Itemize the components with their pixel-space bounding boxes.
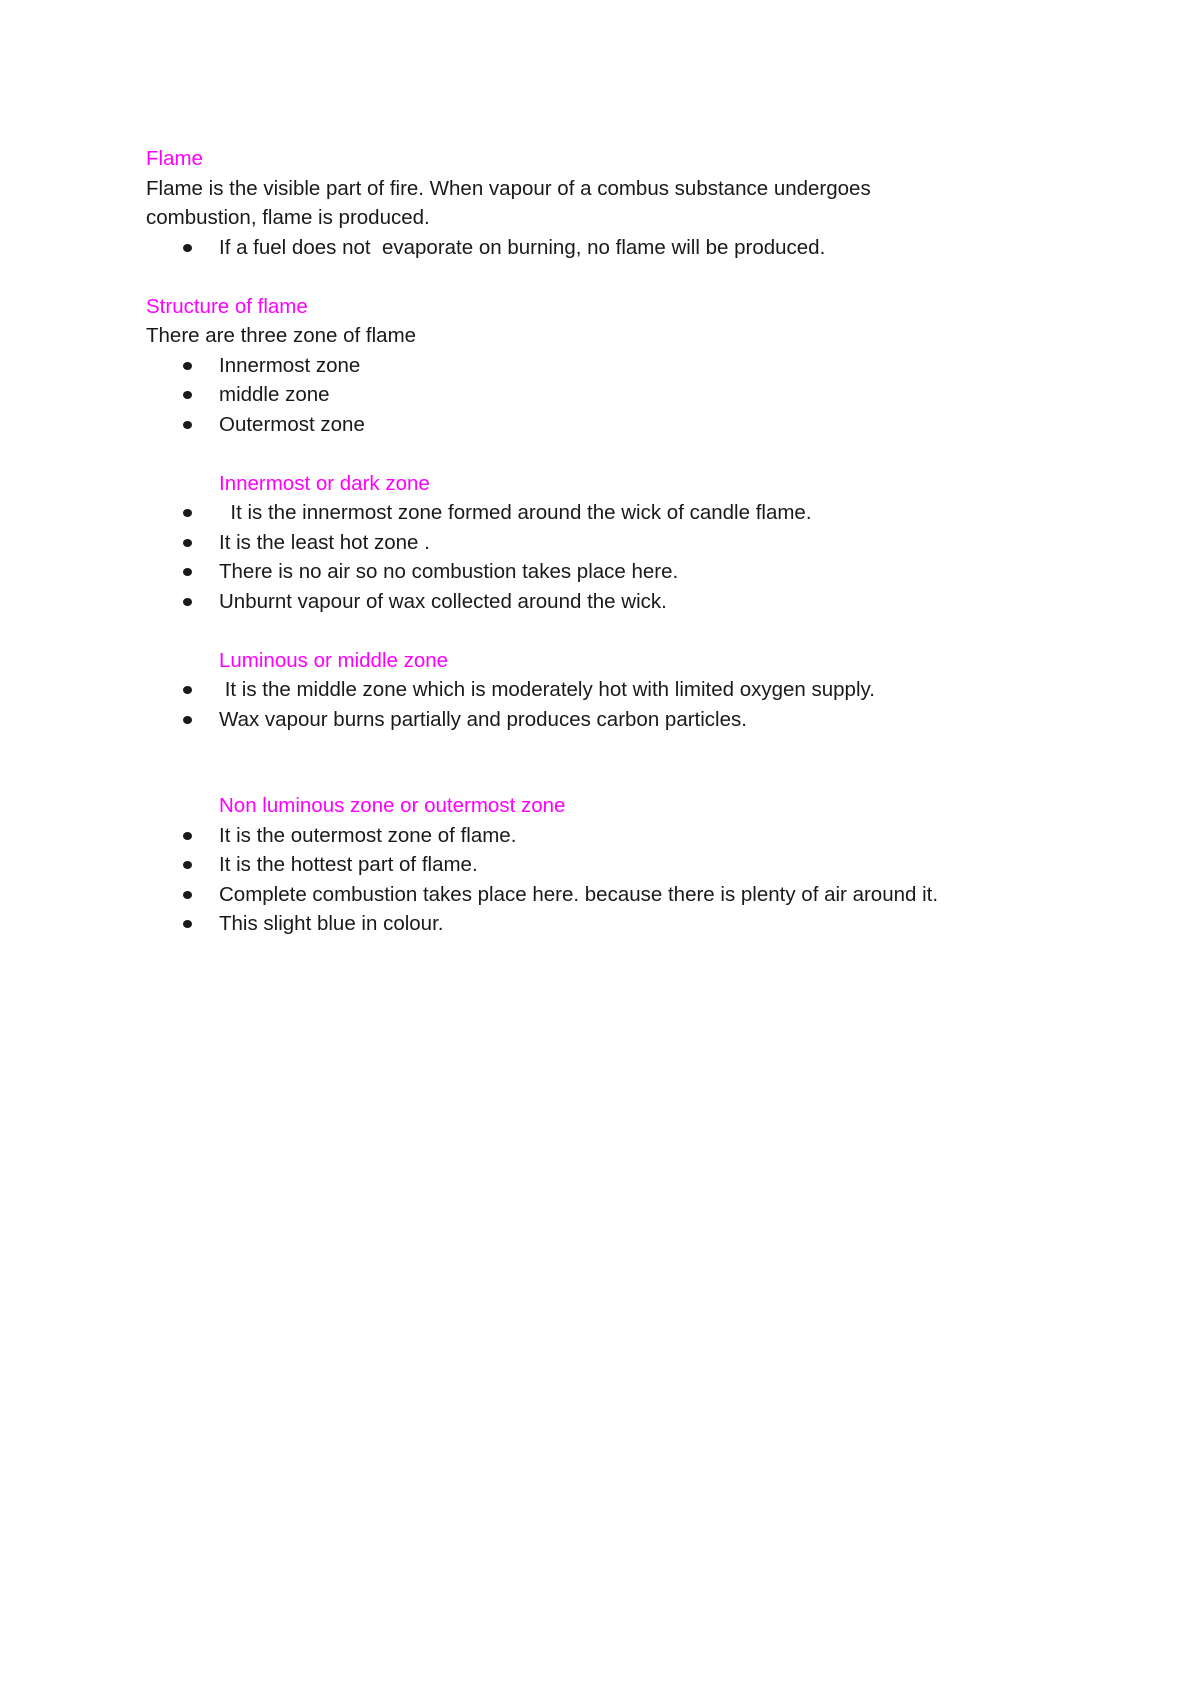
- flame-definition-line-1: Flame is the visible part of fire. When vapour of a combus substance undergoes: [146, 176, 871, 200]
- list-item: [146, 821, 1046, 851]
- bullet-dot-icon: [183, 362, 192, 370]
- spacer: [146, 262, 1046, 292]
- bullet-dot-icon: [183, 421, 192, 429]
- list-item-text: Unburnt vapour of wax collected around the wick.: [219, 589, 667, 613]
- bullet-dot-icon: [183, 716, 192, 724]
- list-item: [146, 587, 1046, 617]
- list-item: [146, 675, 1046, 705]
- list-item-text: It is the hottest part of flame.: [219, 853, 478, 876]
- bullet-dot-icon: [183, 598, 192, 606]
- list-item: [146, 850, 1046, 880]
- list-item-text: If a fuel does not evaporate on burning, no flame will be produced.: [219, 235, 826, 259]
- structure-intro: There are three zone of flame: [146, 324, 417, 347]
- list-item: [146, 528, 1046, 558]
- heading-structure-of-flame: Structure of flame: [146, 294, 308, 318]
- spacer: [146, 734, 1046, 791]
- bullet-dot-icon: [183, 891, 192, 899]
- bullet-dot-icon: [183, 244, 192, 252]
- list-item: [146, 380, 1046, 410]
- spacer: [146, 439, 1046, 469]
- list-item: [146, 410, 1046, 440]
- list-item-text: This slight blue in colour.: [219, 912, 444, 935]
- list-item: [146, 909, 1046, 939]
- flame-definition-line-2: combustion, flame is produced.: [146, 206, 430, 229]
- bullet-dot-icon: [183, 509, 192, 517]
- non-luminous-bullet-list: [146, 821, 1046, 939]
- document-body: [146, 144, 1046, 939]
- bullet-dot-icon: [183, 568, 192, 576]
- list-item: [146, 880, 1046, 910]
- bullet-dot-icon: [183, 686, 192, 694]
- list-item: [146, 233, 1046, 263]
- structure-bullet-list: [146, 351, 1046, 440]
- flame-bullet-list: [146, 233, 1046, 263]
- list-item: [146, 705, 1046, 735]
- heading-non-luminous-zone: Non luminous zone or outermost zone: [219, 794, 566, 817]
- list-item-text: Wax vapour burns partially and produces carbon particles.: [219, 707, 747, 731]
- list-item-text: middle zone: [219, 383, 330, 406]
- list-item-text: It is the middle zone which is moderately hot with limited oxygen supply.: [219, 678, 875, 701]
- list-item: [146, 351, 1046, 381]
- luminous-bullet-list: [146, 675, 1046, 734]
- list-item: [146, 498, 1046, 528]
- list-item-text: Complete combustion takes place here. because there is plenty of air around it.: [219, 882, 939, 906]
- spacer: [146, 616, 1046, 646]
- list-item-text: It is the outermost zone of flame.: [219, 823, 517, 847]
- bullet-dot-icon: [183, 832, 192, 840]
- bullet-dot-icon: [183, 861, 192, 869]
- list-item-text: Innermost zone: [219, 353, 361, 377]
- list-item-text: There is no air so no combustion takes place here.: [219, 560, 679, 583]
- list-item-text: It is the least hot zone .: [219, 530, 430, 554]
- list-item: [146, 557, 1046, 587]
- heading-luminous-zone: Luminous or middle zone: [219, 648, 449, 672]
- list-item-text: Outermost zone: [219, 412, 365, 436]
- innermost-bullet-list: [146, 498, 1046, 616]
- heading-innermost-zone: Innermost or dark zone: [219, 471, 430, 495]
- bullet-dot-icon: [183, 391, 192, 399]
- bullet-dot-icon: [183, 920, 192, 928]
- list-item-text: It is the innermost zone formed around the wick of candle flame.: [219, 501, 812, 524]
- bullet-dot-icon: [183, 539, 192, 547]
- heading-flame: Flame: [146, 147, 203, 170]
